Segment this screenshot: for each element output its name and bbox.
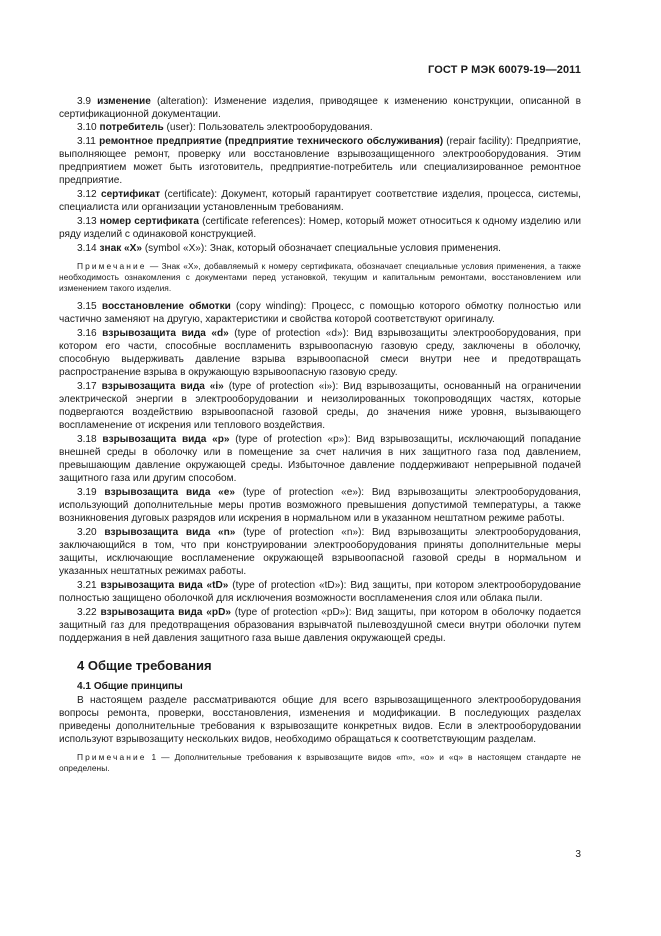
- note-1: [59, 261, 581, 295]
- definition-number: 3.9: [77, 95, 92, 107]
- definition-item: [59, 215, 581, 241]
- definition-text: (symbol «X»): Знак, который обозначает специальные условия применения.: [142, 242, 501, 254]
- definition-item: [59, 327, 581, 379]
- definition-text: (type of protection «i»): Вид взрывозащиты, основанный на ограничении электрической энергии в электрооборудовании и неизолированных токопроводящих частях, которые подвергаются воздействию взрывоопасной газовой среды, до значения ниже уровня, вызывающего воспламенение от искрения или теплового воздействия.: [59, 381, 581, 432]
- definition-number: 3.18: [77, 434, 97, 446]
- definition-text: (user): Пользователь электрооборудования.: [163, 122, 373, 134]
- definition-term: знак «X»: [99, 242, 143, 254]
- definition-number: 3.17: [77, 381, 97, 393]
- definition-text: (copy winding): Процесс, с помощью которого обмотку полностью или частично заменяют на другую, характеристики и свойства которой соответствуют оригиналу.: [59, 301, 581, 326]
- definition-text: (type of protection «pD»): Вид защиты, при котором в оболочку подается защитный газ для предотвращения образования взрывчатой пылевоздушной смеси внутри оболочки путем поддержания в ней давления защитного газа выше давления окружающей среды.: [59, 606, 581, 644]
- definition-term: сертификат: [100, 189, 161, 201]
- definition-number: 3.16: [77, 328, 97, 340]
- note-text: — Знак «X», добавляемый к номеру сертификата, обозначает специальные условия применения, а также необходимость ознакомления с документами перед установкой, текущим и капитальным ремонтами, восстановлением или изменением такого изделия.: [59, 260, 581, 294]
- section-paragraph: В настоящем разделе рассматриваются общие для всего взрывозащищенного электрооборудования вопросы ремонта, проверки, восстановления, изменения и модификации. В последующих разделах приведены дополнительные требования к взрывозащите конкретных видов. Если в электрооборудовании используют взрывозащиту нескольких видов, необходимо обращаться к соответствующим разделам.: [59, 694, 581, 746]
- definition-term: восстановление обмотки: [101, 301, 231, 313]
- definition-number: 3.19: [77, 486, 97, 498]
- page-content: [59, 94, 581, 781]
- definition-term: потребитель: [99, 122, 164, 134]
- note-2: [59, 752, 581, 774]
- definition-number: 3.21: [77, 579, 97, 591]
- definition-item: [59, 433, 581, 485]
- definition-number: 3.12: [77, 189, 97, 201]
- note-label: Примечание: [77, 752, 147, 763]
- section-title: 4 Общие требования: [77, 657, 212, 673]
- definition-number: 3.20: [77, 526, 97, 538]
- definition-item: [59, 95, 581, 121]
- definition-text: (certificate references): Номер, который может относиться к одному изделию или ряду изделий с одинаковой конструкцией.: [59, 215, 581, 240]
- definition-number: 3.15: [77, 301, 97, 313]
- document-header: ГОСТ Р МЭК 60079-19—2011: [428, 64, 581, 76]
- definition-text: (type of protection «n»): Вид взрывозащиты электрооборудования, заключающийся в том, что при конструировании электрооборудования приняты дополнительные меры защиты, исключающие воспламенение окружающей взрывоопасной газовой среды в нормальном и указанных нештатных режимах работы.: [59, 526, 581, 578]
- definitions-list-a: [59, 95, 581, 255]
- definition-term: взрывозащита вида «n»: [104, 526, 236, 538]
- definition-item: [59, 188, 581, 214]
- definition-item: [59, 606, 581, 645]
- definition-item: [59, 135, 581, 187]
- definition-term: взрывозащита вида «е»: [104, 486, 236, 498]
- definition-item: [59, 486, 581, 525]
- page-number: 3: [575, 849, 581, 860]
- definition-term: взрывозащита вида «р»: [102, 434, 230, 446]
- definition-text: (alteration): Изменение изделия, приводящее к изменению конструкции, описанной в сертификационной документации.: [59, 95, 581, 120]
- definition-term: взрывозащита вида «i»: [101, 381, 224, 393]
- definition-number: 3.13: [77, 215, 97, 227]
- definition-item: [59, 380, 581, 432]
- note-text: 1 — Дополнительные требования к взрывозащите видов «m», «o» и «q» в настоящем стандарте не определены.: [59, 752, 581, 774]
- definition-term: номер сертификата: [99, 215, 199, 227]
- definition-term: изменение: [97, 95, 151, 107]
- definition-text: (type of protection «d»): Вид взрывозащиты электрооборудования, при котором его части, способные воспламенить взрывоопасную газовую среду, заключены в оболочку, способную выдерживать давление взрыва взрывоопасной смеси внутри нее и предотвращать распространение взрыва в окружающую взрывоопасную газовую среду.: [59, 328, 581, 379]
- definition-term: взрывозащита вида «pD»: [100, 606, 231, 618]
- definition-number: 3.11: [77, 136, 96, 148]
- definition-text: (type of protection «р»): Вид взрывозащиты, исключающий попадание внешней среды в оболочку или в помещение за счет наличия в них защитного газа под давлением, превышающим давление окружающей среды. Избыточное давление поддерживают непрерывной подачей защитного газа или другим способом.: [59, 434, 581, 485]
- definition-number: 3.14: [77, 242, 97, 254]
- definition-term: ремонтное предприятие (предприятие технического обслуживания): [99, 136, 444, 148]
- definition-text: (type of protection «tD»): Вид защиты, при котором электрооборудование полностью защищено оболочкой для исключения возможности воспламенения слоя или облака пыли.: [59, 579, 582, 604]
- definition-text: (certificate): Документ, который гарантирует соответствие изделия, процесса, системы, специалиста или организации установленным требованиям.: [59, 189, 581, 214]
- definition-number: 3.22: [77, 606, 97, 618]
- definition-item: [59, 121, 581, 134]
- definition-item: [59, 300, 581, 326]
- definition-text: (type of protection «е»): Вид взрывозащиты электрооборудования, использующий дополнительные меры против возможного превышения допустимой температуры, а также возникновения дуговых разрядов или искрения в нормальном или в указанном нештатном режиме работы.: [59, 486, 581, 525]
- definition-item: [59, 579, 581, 605]
- definition-number: 3.10: [77, 122, 97, 134]
- definition-term: взрывозащита вида «d»: [102, 328, 229, 340]
- definition-text: (repair facility): Предприятие, выполняющее ремонт, проверку или восстановление взрывозащищенного электрооборудования. Этим предприятием может быть изготовитель, предприятие-потребитель или специализированное ремонтное предприятие.: [59, 136, 581, 187]
- subsection-title: 4.1 Общие принципы: [77, 680, 183, 692]
- definition-term: взрывозащита вида «tD»: [100, 579, 229, 591]
- definitions-list-b: [59, 300, 581, 645]
- note-label: Примечание: [77, 260, 147, 271]
- definition-item: [59, 526, 581, 578]
- definition-item: [59, 242, 581, 255]
